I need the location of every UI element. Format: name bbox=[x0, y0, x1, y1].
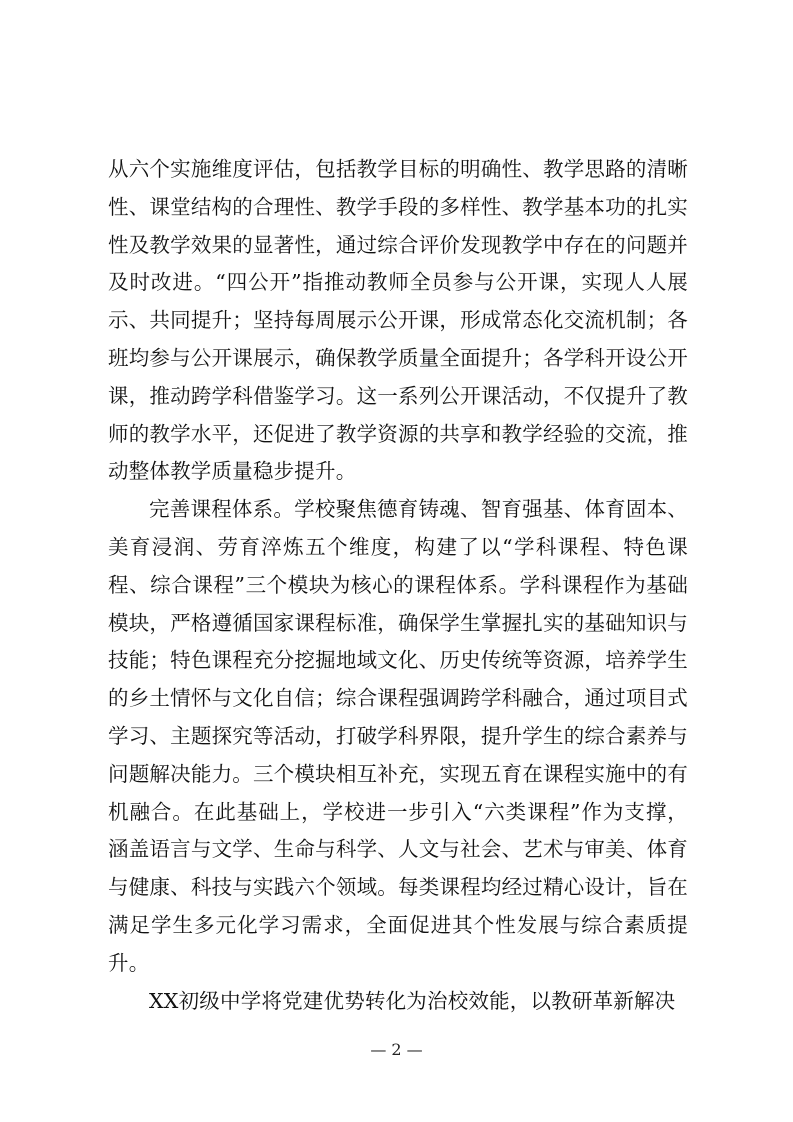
paragraph-party-building: XX初级中学将党建优势转化为治校效能，以教研革新解决 bbox=[149, 988, 676, 1013]
document-body bbox=[108, 151, 688, 1020]
paragraph-evaluation: 从六个实施维度评估，包括教学目标的明确性、教学思路的清晰性、课堂结构的合理性、教学手段的多样性、教学基本功的扎实性及教学效果的显著性，通过综合评价发现教学中存在的问题并及时改进。“四公开”指推动教师全员参与公开课，实现人人展示、共同提升；坚持每周展示公开课，形成常态化交流机制；各班均参与公开课展示，确保教学质量全面提升；各学科开设公开课，推动跨学科借鉴学习。这一系列公开课活动，不仅提升了教师的教学水平，还促进了教学资源的共享和教学经验的交流，推动整体教学质量稳步提升。 bbox=[108, 157, 688, 484]
paragraph-curriculum-system: 完善课程体系。学校聚焦德育铸魂、智育强基、体育固本、美育浸润、劳育淬炼五个维度，构建了以“学科课程、特色课程、综合课程”三个模块为核心的课程体系。学科课程作为基础模块，严格遵循国家课程标准，确保学生掌握扎实的基础知识与技能；特色课程充分挖掘地域文化、历史传统等资源，培养学生的乡土情怀与文化自信；综合课程强调跨学科融合，通过项目式学习、主题探究等活动，打破学科界限，提升学生的综合素养与问题解决能力。三个模块相互补充，实现五育在课程实施中的有机融合。在此基础上，学校进一步引入“六类课程”作为支撑，涵盖语言与文学、生命与科学、人文与社会、艺术与审美、体育与健康、科技与实践六个领域。每类课程均经过精心设计，旨在满足学生多元化学习需求，全面促进其个性发展与综合素质提升。 bbox=[108, 497, 688, 975]
page-number: — 2 — bbox=[370, 1040, 423, 1059]
